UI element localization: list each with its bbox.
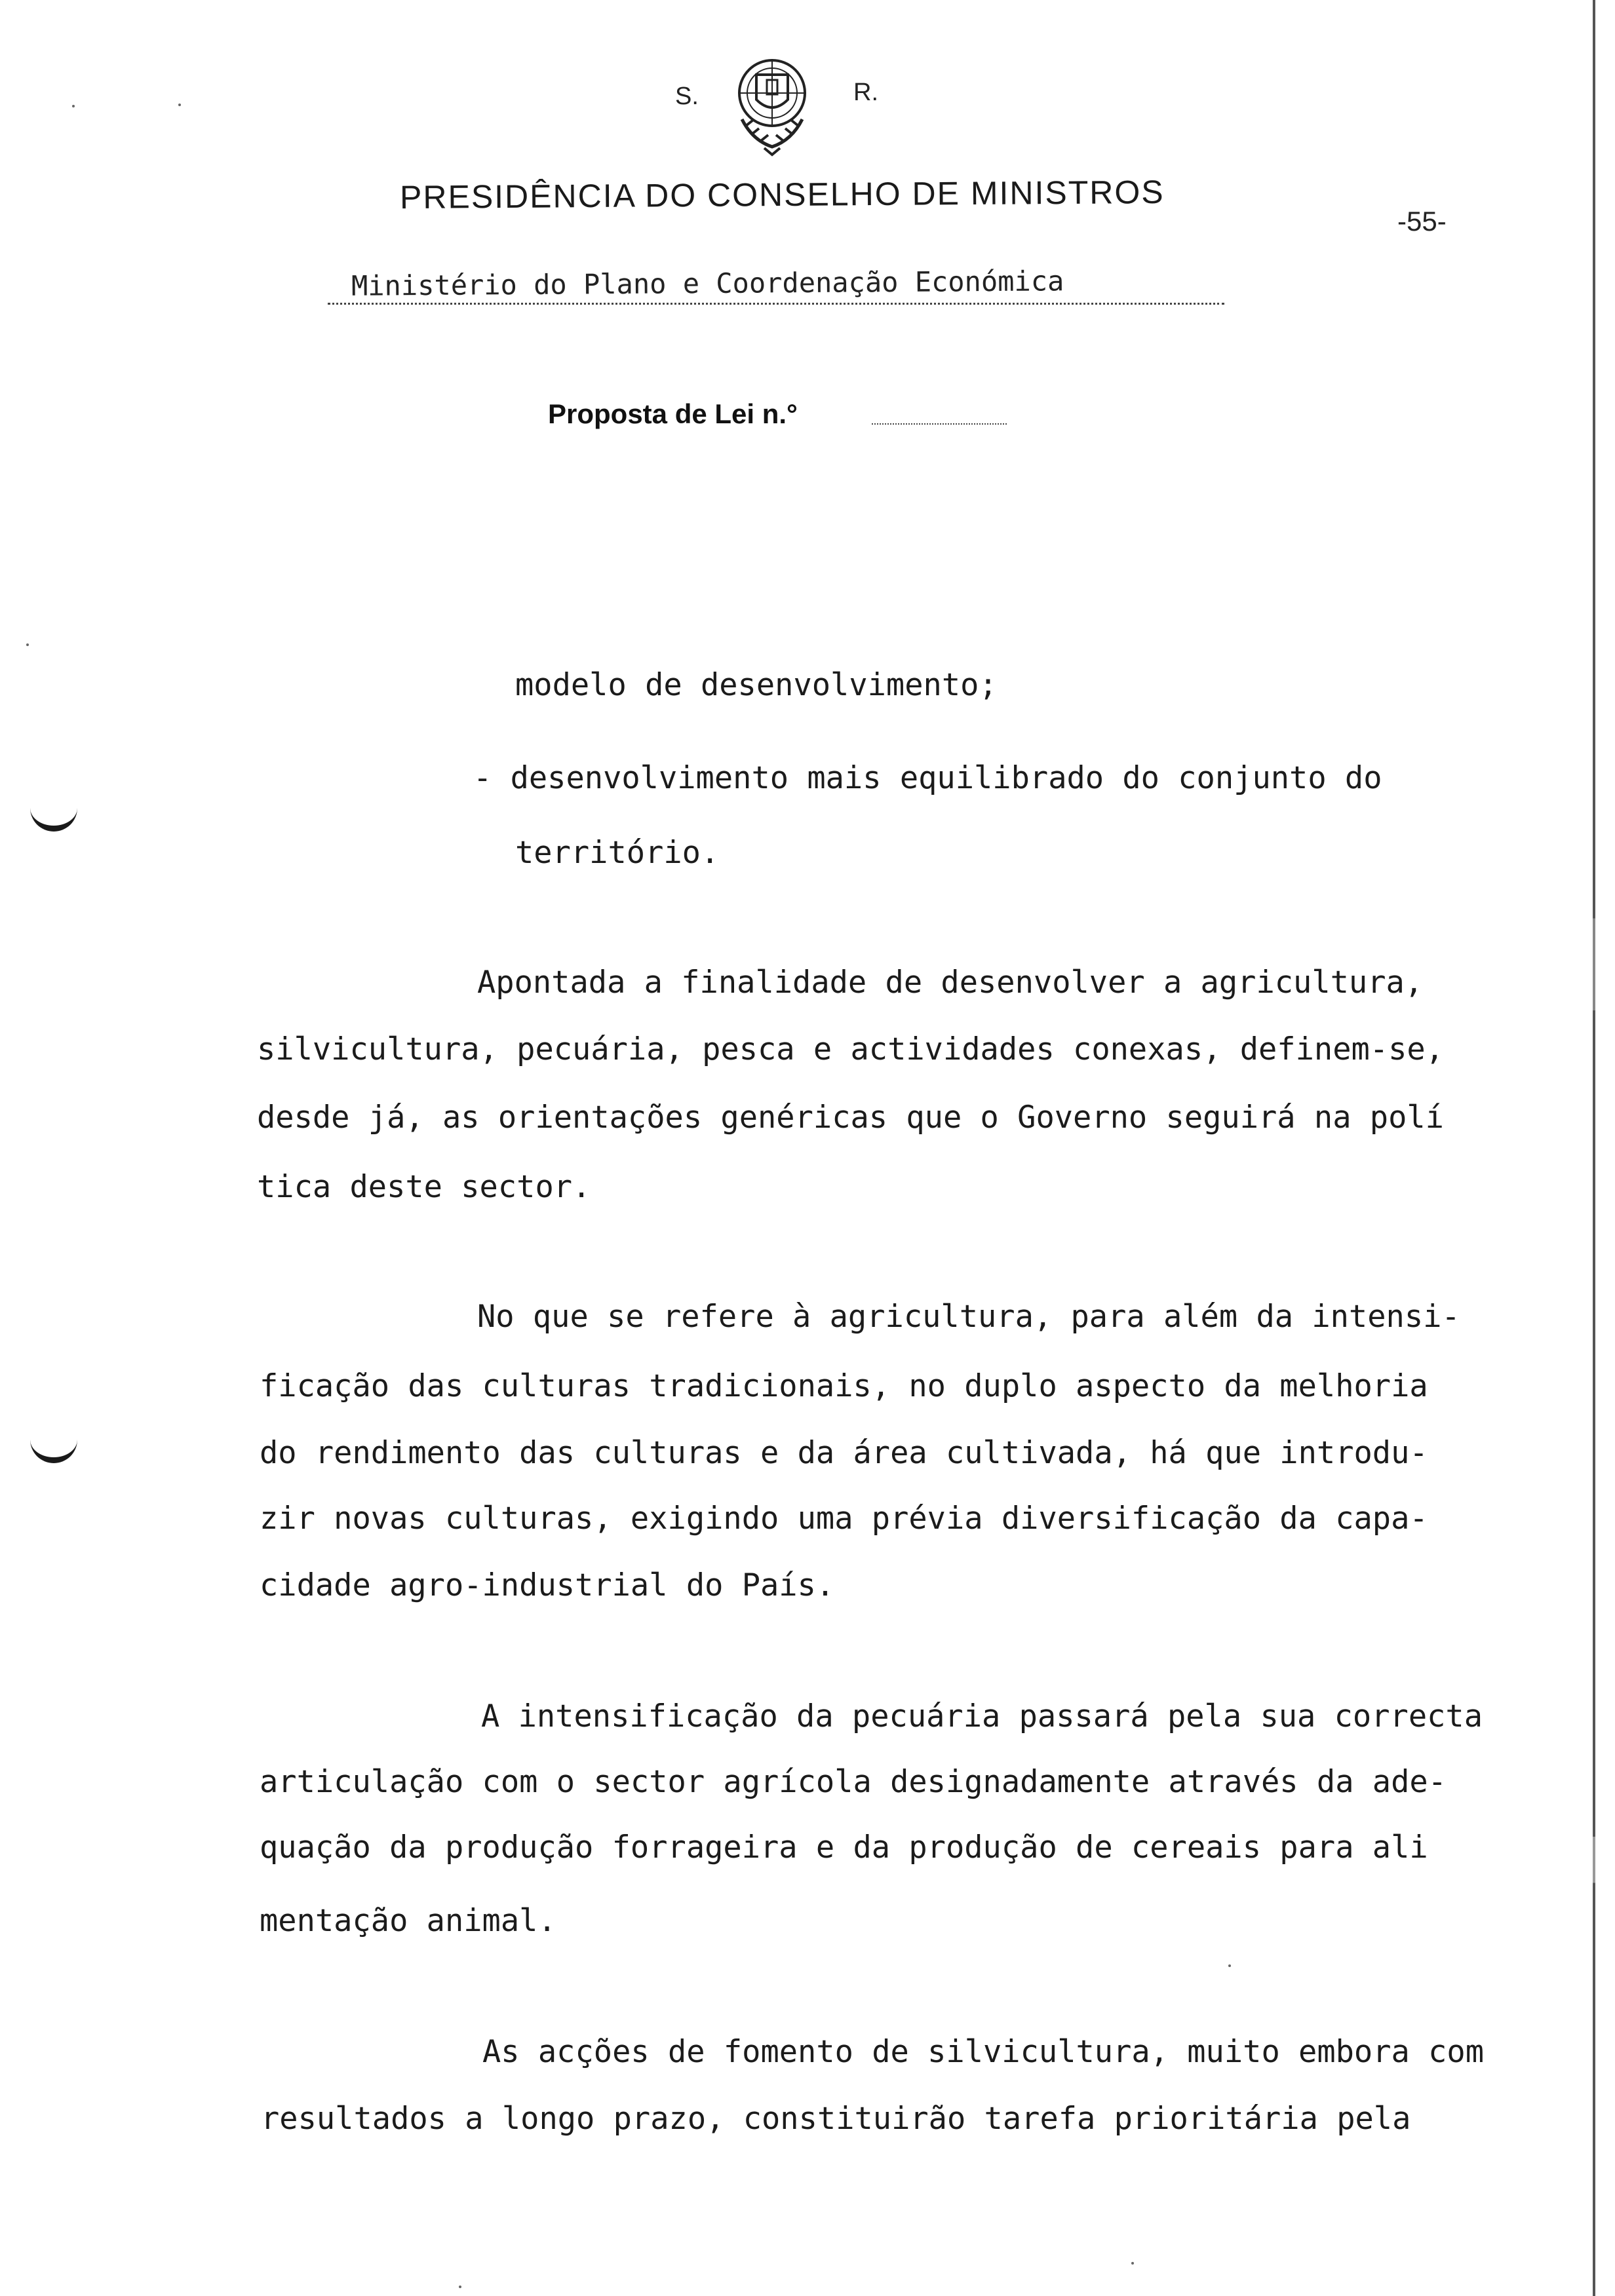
text-line: desde já, as orientações genéricas que o Governo seguirá na polí — [257, 1100, 1444, 1136]
text-line: Apontada a finalidade de desenvolver a agricultura, — [477, 965, 1424, 1001]
text-line: No que se refere à agricultura, para além da intensi- — [477, 1299, 1460, 1335]
seal-left-letter: S. — [675, 83, 699, 110]
proposal-number-blank — [872, 423, 1007, 425]
scan-speck — [178, 104, 181, 106]
text-line: A intensificação da pecuária passará pela sua correcta — [481, 1698, 1483, 1734]
text-line: do rendimento das culturas e da área cultivada, há que introdu- — [260, 1435, 1428, 1471]
scan-speck — [1228, 1964, 1231, 1967]
text-line: articulação com o sector agrícola designadamente através da ade- — [260, 1764, 1447, 1800]
scan-speck — [72, 105, 75, 107]
text-line: silvicultura, pecuária, pesca e actividades conexas, definem-se, — [257, 1031, 1444, 1067]
organization-title: PRESIDÊNCIA DO CONSELHO DE MINISTROS — [399, 173, 1165, 216]
scan-speck — [26, 643, 29, 646]
scan-speck — [1131, 2262, 1134, 2265]
seal-right-letter: R. — [853, 79, 878, 106]
text-line: resultados a longo prazo, constituirão tarefa prioritária pela — [261, 2101, 1411, 2137]
proposal-label: Proposta de Lei n.° — [548, 398, 798, 429]
ministry-underline — [328, 303, 1224, 305]
text-line: modelo de desenvolvimento; — [515, 667, 998, 703]
scan-speck — [459, 2286, 461, 2288]
text-line: tica deste sector. — [257, 1169, 591, 1205]
punch-hole-mark — [30, 1432, 77, 1463]
coat-of-arms-seal-icon — [726, 42, 818, 157]
scan-edge-line — [1593, 0, 1595, 2296]
text-line: zir novas culturas, exigindo uma prévia diversificação da capa- — [260, 1501, 1428, 1537]
text-line: território. — [515, 835, 720, 871]
text-line: mentação animal. — [260, 1903, 556, 1939]
text-line: quação da produção forrageira e da produção de cereais para ali — [260, 1829, 1428, 1866]
text-line: cidade agro-industrial do País. — [260, 1567, 835, 1603]
ministry-name: Ministério do Plano e Coordenação Económica — [351, 265, 1064, 302]
text-line: - desenvolvimento mais equilibrado do conjunto do — [473, 760, 1382, 796]
text-line: As acções de fomento de silvicultura, muito embora com — [482, 2034, 1485, 2070]
text-line: ficação das culturas tradicionais, no duplo aspecto da melhoria — [260, 1368, 1428, 1404]
punch-hole-mark — [30, 801, 77, 832]
page-number: -55- — [1397, 206, 1447, 237]
